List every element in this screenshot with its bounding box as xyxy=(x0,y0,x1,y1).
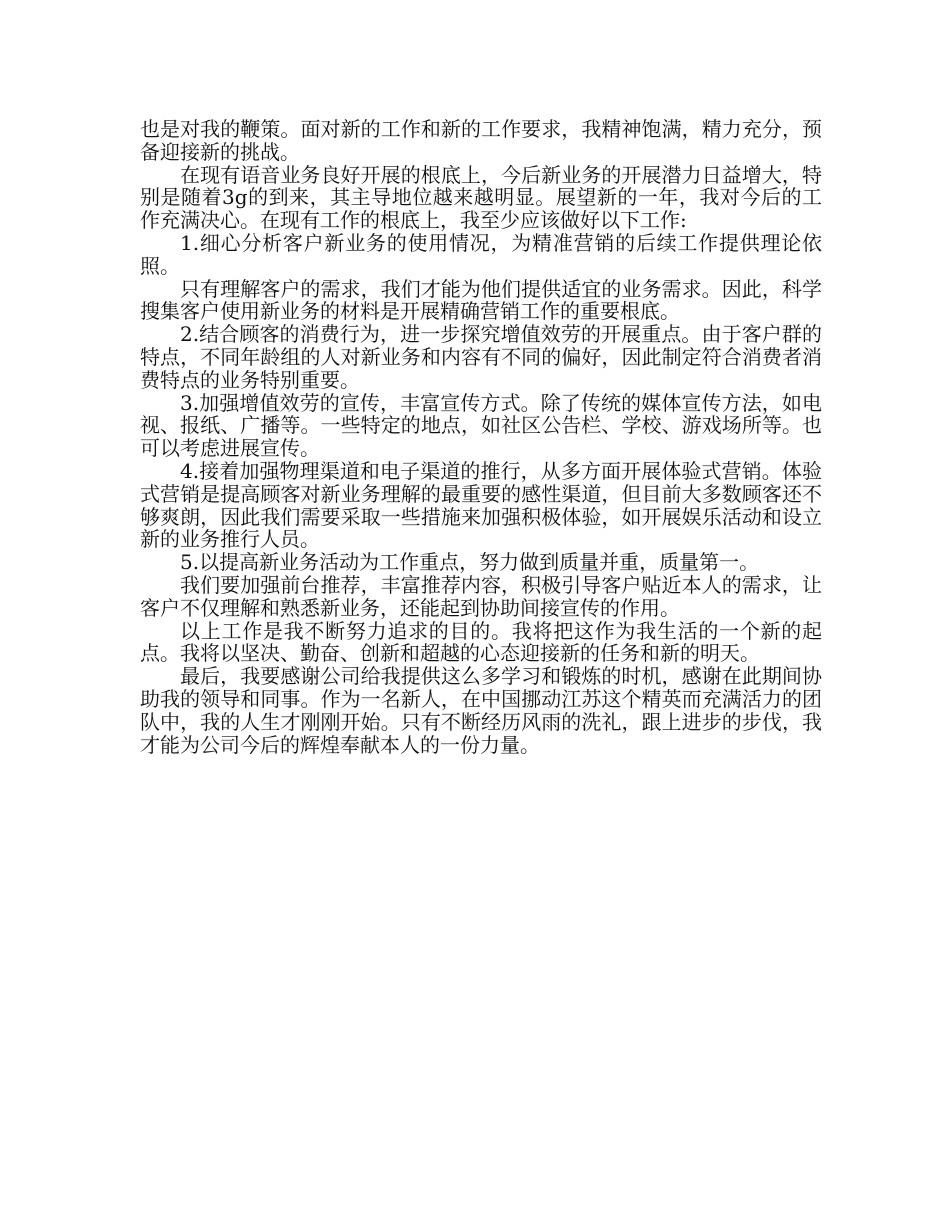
paragraph-item-5: 5.以提高新业务活动为工作重点，努力做到质量并重，质量第一。 xyxy=(180,550,760,575)
paragraph-item-1-detail: 只有理解客户的需求，我们才能为他们提供适宜的业务需求。因此，科学搜集客户使用新业务的材料是开展精确营销工作的重要根底。 xyxy=(140,276,822,324)
paragraph-item-3: 3.加强增值效劳的宣传，丰富宣传方式。除了传统的媒体宣传方法，如电视、报纸、广播等。一些特定的地点，如社区公告栏、学校、游戏场所等。也可以考虑进展宣传。 xyxy=(140,390,822,461)
paragraph-item-1: 1.细心分析客户新业务的使用情况，为精准营销的后续工作提供理论依照。 xyxy=(140,230,822,278)
paragraph-continuation: 也是对我的鞭策。面对新的工作和新的工作要求，我精神饱满，精力充分，预备迎接新的挑战。 xyxy=(140,117,822,164)
paragraph-item-5-detail: 我们要加强前台推荐，丰富推荐内容，积极引导客户贴近本人的需求，让客户不仅理解和熟悉新业务，还能起到协助间接宣传的作用。 xyxy=(140,572,822,620)
paragraph-item-4: 4.接着加强物理渠道和电子渠道的推行，从多方面开展体验式营销。体验式营销是提高顾客对新业务理解的最重要的感性渠道，但目前大多数顾客还不够爽朗，因此我们需要采取一些措施来加强积极体验，如开展娱乐活动和设立新的业务推行人员。 xyxy=(140,458,822,552)
paragraph-summary: 以上工作是我不断努力追求的目的。我将把这作为我生活的一个新的起点。我将以坚决、勤奋、创新和超越的心态迎接新的任务和新的明天。 xyxy=(140,618,822,666)
paragraph-intro: 在现有语音业务良好开展的根底上，今后新业务的开展潜力日益增大，特别是随着3g的到来，其主导地位越来越明显。展望新的一年，我对今后的工作充满决心。在现有工作的根底上，我至少应该做好以下工作: xyxy=(140,162,822,233)
paragraph-item-2: 2.结合顾客的消费行为，进一步探究增值效劳的开展重点。由于客户群的特点，不同年龄组的人对新业务和内容有不同的偏好，因此制定符合消费者消费特点的业务特别重要。 xyxy=(140,322,822,392)
paragraph-closing: 最后，我要感谢公司给我提供这么多学习和锻炼的时机，感谢在此期间协助我的领导和同事。作为一名新人，在中国挪动江苏这个精英而充满活力的团队中，我的人生才刚刚开始。只有不断经历风雨的洗礼，跟上进步的步伐，我才能为公司今后的辉煌奉献本人的一份力量。 xyxy=(140,664,822,757)
document-body xyxy=(140,118,822,756)
